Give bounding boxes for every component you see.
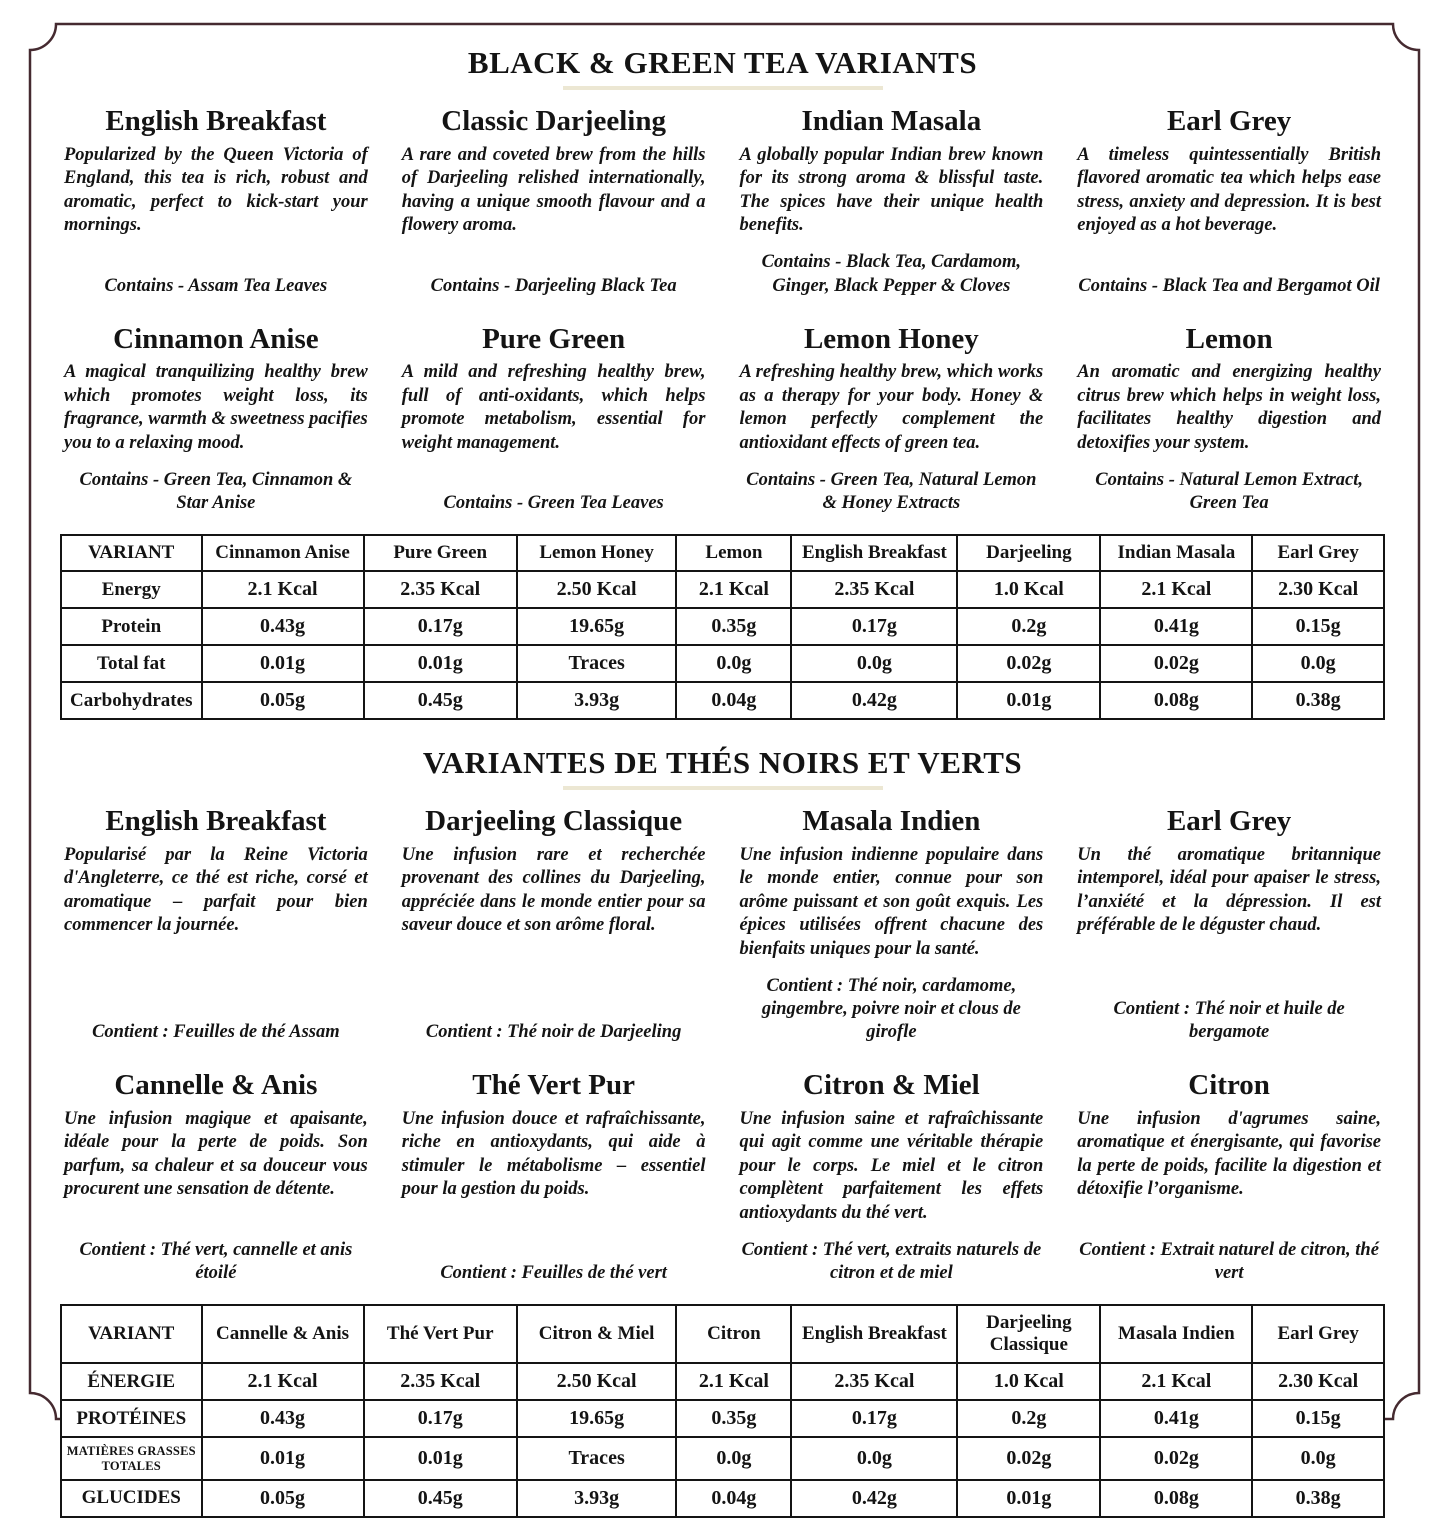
tea-name: Cannelle & Anis	[114, 1069, 318, 1102]
table-header-cell: Thé Vert Pur	[364, 1305, 517, 1363]
table-cell: 0.15g	[1252, 1400, 1384, 1437]
table-cell: 2.50 Kcal	[517, 1363, 677, 1400]
tea-description: Une infusion magique et apaisante, idéale pour la perte de poids. Son parfum, sa chaleur et sa douceur vous procurent une sensation de détente.	[64, 1108, 368, 1200]
row-label-cell: Carbohydrates	[61, 682, 202, 719]
tea-card	[60, 805, 372, 1054]
table-cell: Traces	[517, 645, 677, 682]
tea-contains-note: Contient : Thé vert, cannelle et anis étoilé	[79, 1240, 353, 1284]
tea-contains-note: Contient : Extrait naturel de citron, thé vert	[1079, 1240, 1379, 1284]
tea-name: Classic Darjeeling	[441, 105, 666, 138]
table-row	[61, 1480, 1384, 1517]
section-english	[60, 44, 1385, 720]
tea-name: Citron & Miel	[803, 1069, 980, 1102]
table-cell: 0.38g	[1252, 682, 1384, 719]
tea-card	[398, 323, 710, 526]
tea-card	[60, 1069, 372, 1295]
row-label-cell: ÉNERGIE	[61, 1363, 202, 1400]
tea-description: A magical tranquilizing healthy brew which promotes weight loss, its fragrance, warmth & sweetness pacifies you to a relaxing mood.	[64, 362, 368, 453]
table-cell: 0.02g	[1100, 645, 1252, 682]
tea-name: Cinnamon Anise	[113, 322, 319, 355]
table-cell: 0.08g	[1100, 682, 1252, 719]
section-title-french: VARIANTES DE THÉS NOIRS ET VERTS	[422, 745, 1023, 781]
table-cell: 0.43g	[202, 1400, 364, 1437]
table-row	[61, 682, 1384, 719]
tea-description: A refreshing healthy brew, which works as a therapy for your body. Honey & lemon perfectly complement the antioxidant effects of green tea.	[739, 362, 1044, 453]
table-cell: 0.01g	[957, 682, 1100, 719]
table-header-cell: Earl Grey	[1252, 1305, 1384, 1363]
table-row	[61, 1437, 1384, 1480]
nutrition-table	[60, 1304, 1385, 1517]
table-cell: 0.41g	[1100, 1400, 1252, 1437]
tea-contains-note: Contient : Thé noir de Darjeeling	[425, 1022, 682, 1043]
table-cell: 0.02g	[1100, 1437, 1252, 1480]
table-header-row	[61, 535, 1384, 571]
table-cell: 0.0g	[791, 645, 957, 682]
tea-description: Popularisé par la Reine Victoria d'Angleterre, ce thé est riche, corsé et aromatique – parfait pour bien commencer la journée.	[64, 844, 368, 936]
tea-card	[736, 323, 1048, 526]
tea-contains-note: Contains - Black Tea, Cardamom, Ginger, Black Pepper & Cloves	[761, 252, 1022, 296]
tea-description: A timeless quintessentially British flavored aromatic tea which helps ease stress, anxiety and depression. It is best enjoyed as a hot beverage.	[1077, 144, 1381, 235]
table-cell: 19.65g	[517, 1400, 677, 1437]
table-header-cell: Citron & Miel	[517, 1305, 677, 1363]
table-header-cell: Darjeeling Classique	[957, 1305, 1100, 1363]
table-cell: 0.01g	[364, 645, 517, 682]
tea-description: A rare and coveted brew from the hills of Darjeeling relished internationally, having a unique smooth flavour and a flowery aroma.	[401, 144, 706, 235]
tea-name: Masala Indien	[802, 805, 981, 838]
table-cell: 0.01g	[364, 1437, 517, 1480]
table-cell: 0.04g	[676, 682, 791, 719]
tea-contains-note: Contains - Green Tea Leaves	[443, 493, 664, 514]
table-cell: 0.15g	[1252, 608, 1384, 645]
tea-contains-note: Contains - Green Tea, Natural Lemon & Honey Extracts	[746, 470, 1037, 514]
tea-row-2-english	[60, 323, 1385, 526]
table-header-cell: Lemon	[676, 535, 791, 571]
row-label-cell: PROTÉINES	[61, 1400, 202, 1437]
tea-description: An aromatic and energizing healthy citrus brew which helps in weight loss, facilitates healthy digestion and detoxifies your system.	[1077, 362, 1381, 453]
table-cell: 0.41g	[1100, 608, 1252, 645]
tea-contains-note: Contains - Darjeeling Black Tea	[430, 275, 677, 296]
tea-name: Lemon	[1185, 322, 1273, 355]
tea-card	[1073, 323, 1385, 526]
tea-description: A mild and refreshing healthy brew, full of anti-oxidants, which helps promote metabolism, essential for weight management.	[401, 362, 706, 453]
table-cell: 0.0g	[1252, 1437, 1384, 1480]
table-cell: Traces	[517, 1437, 677, 1480]
table-cell: 0.0g	[791, 1437, 957, 1480]
table-cell: 0.38g	[1252, 1480, 1384, 1517]
tea-description: Une infusion rare et recherchée provenant des collines du Darjeeling, appréciée dans le monde entier pour sa saveur douce et son arôme floral.	[401, 844, 706, 936]
row-label-cell: Total fat	[61, 645, 202, 682]
row-label-cell: GLUCIDES	[61, 1480, 202, 1517]
table-cell: 0.04g	[676, 1480, 791, 1517]
tea-card	[60, 323, 372, 526]
table-cell: 0.17g	[791, 608, 957, 645]
tea-card	[398, 105, 710, 308]
table-cell: 0.45g	[364, 1480, 517, 1517]
tea-contains-note: Contains - Black Tea and Bergamot Oil	[1078, 275, 1380, 296]
section-title-english: BLACK & GREEN TEA VARIANTS	[467, 45, 978, 80]
tea-name: Lemon Honey	[803, 322, 979, 355]
tea-card	[1073, 105, 1385, 308]
table-cell: 0.35g	[676, 608, 791, 645]
table-cell: 0.02g	[957, 1437, 1100, 1480]
tea-name: Citron	[1188, 1069, 1270, 1102]
tea-name: English Breakfast	[105, 805, 327, 838]
tea-description: Une infusion indienne populaire dans le monde entier, connue pour son arôme puissant et son goût exquis. Les épices utilisées offrent chacune des bienfaits uniques pour la santé.	[739, 844, 1044, 959]
table-cell: 0.01g	[202, 645, 364, 682]
table-cell: 0.45g	[364, 682, 517, 719]
title-underline	[563, 86, 883, 90]
table-header-cell: Cannelle & Anis	[202, 1305, 364, 1363]
table-cell: 0.05g	[202, 1480, 364, 1517]
table-header-cell: English Breakfast	[791, 1305, 957, 1363]
tea-row-2-french	[60, 1069, 1385, 1295]
table-cell: 2.35 Kcal	[364, 571, 517, 608]
table-header-cell: Cinnamon Anise	[202, 535, 364, 571]
table-cell: 2.30 Kcal	[1252, 1363, 1384, 1400]
table-cell: 2.1 Kcal	[202, 571, 364, 608]
table-cell: 0.01g	[957, 1480, 1100, 1517]
table-cell: 0.01g	[202, 1437, 364, 1480]
table-header-cell: Earl Grey	[1252, 535, 1384, 571]
tea-name: Indian Masala	[801, 105, 982, 138]
table-cell: 2.35 Kcal	[364, 1363, 517, 1400]
table-cell: 0.08g	[1100, 1480, 1252, 1517]
table-header-cell: English Breakfast	[791, 535, 957, 571]
table-cell: 19.65g	[517, 608, 677, 645]
table-cell: 1.0 Kcal	[957, 571, 1100, 608]
table-cell: 0.0g	[676, 1437, 791, 1480]
tea-contains-note: Contient : Feuilles de thé Assam	[92, 1022, 340, 1043]
table-cell: 0.42g	[791, 1480, 957, 1517]
table-cell: 0.2g	[957, 1400, 1100, 1437]
tea-card	[1073, 1069, 1385, 1295]
table-cell: 0.0g	[1252, 645, 1384, 682]
tea-row-1-french	[60, 805, 1385, 1054]
table-header-row	[61, 1305, 1384, 1363]
tea-card	[398, 1069, 710, 1295]
table-header-cell: Masala Indien	[1100, 1305, 1252, 1363]
table-cell: 0.0g	[676, 645, 791, 682]
table-header-cell: Citron	[676, 1305, 791, 1363]
variant-header-cell: VARIANT	[61, 1305, 202, 1363]
tea-contains-note: Contient : Feuilles de thé vert	[440, 1263, 667, 1284]
tea-card	[398, 805, 710, 1054]
nutrition-table	[60, 534, 1385, 720]
table-cell: 0.02g	[957, 645, 1100, 682]
variant-header-cell: VARIANT	[61, 535, 202, 571]
row-label-cell: Protein	[61, 608, 202, 645]
tea-description: Une infusion saine et rafraîchissante qui agit comme une véritable thérapie pour le corps. Le miel et le citron complètent parfaitement les effets antioxydants du thé vert.	[739, 1108, 1044, 1223]
tea-description: Popularized by the Queen Victoria of England, this tea is rich, robust and aromatic, perfect to kick-start your mornings.	[64, 144, 368, 235]
table-row	[61, 608, 1384, 645]
tea-name: Pure Green	[482, 322, 626, 355]
table-cell: 2.1 Kcal	[1100, 1363, 1252, 1400]
tea-row-1-english	[60, 105, 1385, 308]
table-cell: 3.93g	[517, 682, 677, 719]
table-cell: 2.35 Kcal	[791, 571, 957, 608]
tea-contains-note: Contains - Green Tea, Cinnamon & Star Anise	[79, 470, 353, 514]
table-cell: 0.43g	[202, 608, 364, 645]
table-cell: 0.35g	[676, 1400, 791, 1437]
table-cell: 0.2g	[957, 608, 1100, 645]
tea-name: Darjeeling Classique	[425, 805, 683, 838]
table-row	[61, 1363, 1384, 1400]
tea-contains-note: Contient : Thé vert, extraits naturels de citron et de miel	[741, 1240, 1042, 1284]
tea-name: Earl Grey	[1166, 805, 1292, 838]
tea-card	[736, 1069, 1048, 1295]
tea-card	[736, 805, 1048, 1054]
tea-name: Thé Vert Pur	[472, 1069, 635, 1102]
table-cell: 0.42g	[791, 682, 957, 719]
table-cell: 2.1 Kcal	[1100, 571, 1252, 608]
nutrition-table-french-wrap	[60, 1304, 1385, 1517]
table-row	[61, 645, 1384, 682]
table-cell: 2.1 Kcal	[676, 571, 791, 608]
tea-description: A globally popular Indian brew known for its strong aroma & blissful taste. The spices have their unique health benefits.	[739, 144, 1044, 235]
table-header-cell: Lemon Honey	[517, 535, 677, 571]
table-cell: 2.50 Kcal	[517, 571, 677, 608]
tea-description: Une infusion d'agrumes saine, aromatique et énergisante, qui favorise la perte de poids, facilite la digestion et détoxifie l’organisme.	[1077, 1108, 1381, 1200]
table-cell: 0.17g	[364, 608, 517, 645]
table-header-cell: Darjeeling	[957, 535, 1100, 571]
section-french	[60, 744, 1385, 1518]
table-row	[61, 1400, 1384, 1437]
nutrition-table-english-wrap	[60, 534, 1385, 720]
tea-description: Une infusion douce et rafraîchissante, riche en antioxydants, qui aide à stimuler le métabolisme – essentiel pour la gestion du poids.	[401, 1108, 706, 1200]
table-cell: 2.1 Kcal	[676, 1363, 791, 1400]
table-cell: 2.1 Kcal	[202, 1363, 364, 1400]
table-header-cell: Pure Green	[364, 535, 517, 571]
tea-contains-note: Contains - Assam Tea Leaves	[104, 275, 328, 296]
tea-name: Earl Grey	[1166, 105, 1292, 138]
table-cell: 0.05g	[202, 682, 364, 719]
table-row	[61, 571, 1384, 608]
table-cell: 2.30 Kcal	[1252, 571, 1384, 608]
table-cell: 0.17g	[364, 1400, 517, 1437]
tea-card	[1073, 805, 1385, 1054]
row-label-cell: MATIÈRES GRASSES TOTALES	[61, 1437, 202, 1480]
tea-card	[736, 105, 1048, 308]
tea-contains-note: Contains - Natural Lemon Extract, Green Tea	[1095, 470, 1364, 514]
table-header-cell: Indian Masala	[1100, 535, 1252, 571]
table-cell: 3.93g	[517, 1480, 677, 1517]
table-cell: 2.35 Kcal	[791, 1363, 957, 1400]
tea-contains-note: Contient : Thé noir et huile de bergamote	[1113, 999, 1345, 1043]
tea-name: English Breakfast	[105, 105, 327, 138]
tea-description: Un thé aromatique britannique intemporel, idéal pour apaiser le stress, l’anxiété et la dépression. Il est préférable de le déguster chaud.	[1077, 844, 1381, 936]
table-cell: 0.17g	[791, 1400, 957, 1437]
tea-card	[60, 105, 372, 308]
title-underline	[563, 786, 883, 790]
tea-contains-note: Contient : Thé noir, cardamome, gingembre, poivre noir et clous de girofle	[761, 976, 1021, 1043]
table-cell: 1.0 Kcal	[957, 1363, 1100, 1400]
row-label-cell: Energy	[61, 571, 202, 608]
